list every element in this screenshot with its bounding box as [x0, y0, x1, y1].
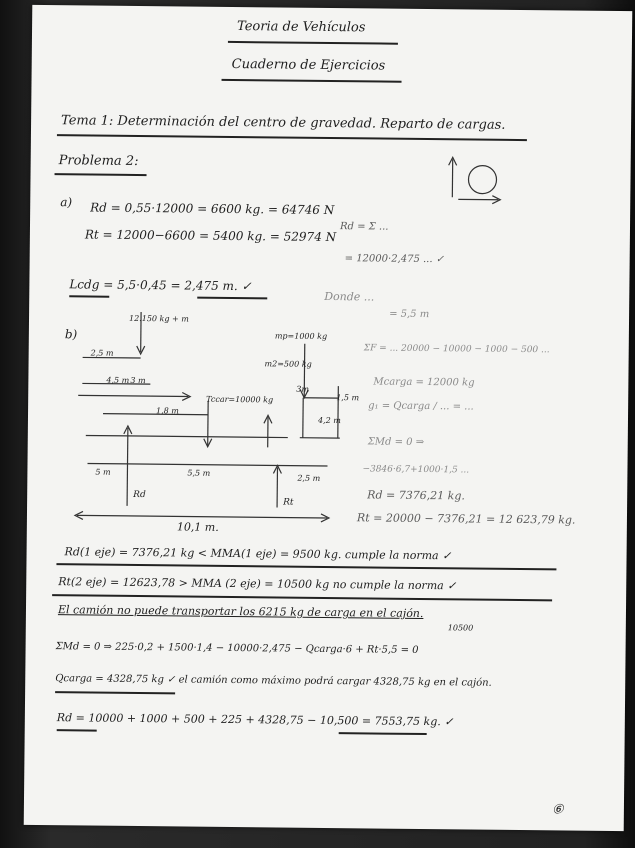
- right-note-4: = 5,5 m: [389, 308, 430, 321]
- part-a-line-1: Rd = 0,55·12000 = 6600 kg. = 64746 N: [90, 200, 335, 218]
- part-a-line-3: Lcdg = 5,5·0,45 = 2,475 m. ✓: [69, 277, 252, 294]
- diagram-dim-7: 4,2 m: [317, 415, 341, 426]
- dim-line-5: [86, 435, 288, 437]
- conclusion-3-note: 10500: [447, 623, 474, 633]
- conclusion-1: Rd(1 eje) = 7376,21 kg < MMA(1 eje) = 9500 kg. cumple la norma ✓: [64, 545, 452, 563]
- diagram-dim-5: Tccar=10000 kg: [206, 394, 274, 405]
- conclusion-3: El camión no puede transportar los 6215 kg de carga en el cajón.: [57, 603, 424, 621]
- diagram-weight-2: mp=1000 kg: [274, 331, 328, 341]
- dim-line-3: [78, 395, 188, 396]
- topic-heading: Tema 1: Determinación del centro de gravedad. Reparto de cargas.: [61, 113, 506, 133]
- diagram-weight-1: 12.150 kg + m: [128, 313, 189, 324]
- right-note-3: Donde ...: [324, 289, 375, 304]
- conclusion-5: Qcarga = 4328,75 kg ✓ el camión como máximo podrá cargar 4328,75 kg en el cajón.: [55, 673, 492, 689]
- conclusion-4: ΣMd = 0 ⇒ 225·0,2 + 1500·1,4 − 10000·2,475 − Qcarga·6 + Rt·5,5 = 0: [55, 641, 419, 656]
- right-note-6: Mcarga = 12000 kg: [373, 376, 475, 389]
- right-note-11: Rt = 20000 − 7376,21 = 12 623,79 kg.: [356, 511, 576, 527]
- conclusion-6: Rd = 10000 + 1000 + 500 + 225 + 4328,75 − 10,500 = 7553,75 kg. ✓: [56, 711, 454, 729]
- header-subtitle: Cuaderno de Ejercicios: [231, 56, 386, 74]
- right-note-5: ΣF = ... 20000 − 10000 − 1000 − 500 ...: [363, 343, 550, 356]
- right-note-10: Rd = 7376,21 kg.: [367, 488, 465, 503]
- notebook-page: [24, 5, 633, 831]
- header-title: Teoria de Vehículos: [237, 19, 366, 36]
- diagram-dim-10: 5,5 m: [187, 468, 211, 478]
- diagram-label-rd: Rd: [133, 489, 146, 501]
- problem-heading: Problema 2:: [58, 153, 139, 170]
- diagram-dim-8: 1,5 m: [336, 393, 360, 403]
- diagram-dim-1: 2,5 m: [90, 348, 114, 358]
- diagram-total-length: 10,1 m.: [176, 520, 219, 534]
- diagram-weight-3: m2=500 kg: [264, 359, 312, 369]
- right-note-2: = 12000·2,475 ... ✓: [344, 253, 445, 266]
- diagram-dim-3: 3 m: [130, 375, 146, 386]
- reaction-rd-arrow: [127, 428, 128, 506]
- diagram-dim-2: 4,5 m: [106, 375, 130, 385]
- right-note-7: g₁ = Qcarga / ... = ...: [368, 400, 474, 413]
- page-number-mark: ⑥: [551, 802, 564, 818]
- right-note-9: −3846·6,7+1000·1,5 ...: [362, 464, 470, 476]
- right-note-1: Rd = Σ ...: [339, 221, 389, 233]
- part-a-line-2: Rt = 12000−6600 = 5400 kg. = 52974 N: [84, 227, 337, 245]
- dim-line-6: [88, 463, 328, 466]
- diagram-dim-11: 2,5 m: [297, 473, 321, 483]
- diagram-label-rt: Rt: [283, 497, 294, 508]
- diagram-dim-6: 3m: [296, 384, 310, 394]
- total-length-line: [77, 515, 327, 518]
- part-b-label: b): [64, 327, 78, 342]
- diagram-dim-4: 1,8 m: [156, 406, 179, 416]
- right-note-8: ΣMd = 0 ⇒: [367, 436, 425, 449]
- conclusion-2: Rt(2 eje) = 12623,78 > MMA (2 eje) = 10500 kg no cumple la norma ✓: [58, 575, 457, 593]
- part-a-label: a): [60, 195, 73, 210]
- axis-circle: [468, 165, 496, 193]
- diagram-dim-9: 5 m: [95, 467, 111, 477]
